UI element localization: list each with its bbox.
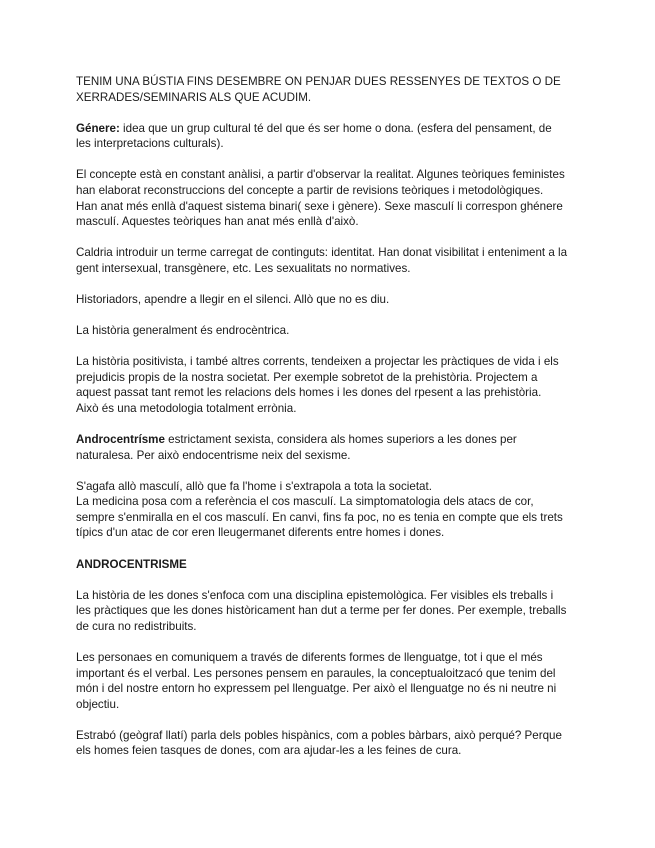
text-line	[76, 121, 581, 137]
text-line: La història generalment és endrocèntrica.	[76, 324, 290, 338]
text-line: aquest passat tant remot les relacions dels homes i les dones del rpesent a las prehistòria.	[76, 386, 542, 400]
text-line: Estrabó (geògraf llatí) parla dels pobles hispànics, com a pobles bàrbars, això perqué? Perque	[76, 728, 562, 742]
section-heading	[76, 557, 581, 573]
text-line: gent intersexual, transgènere, etc. Les sexualitats no normatives.	[76, 261, 411, 275]
text-line: La història de les dones s'enfoca com una disciplina epistemològica. Fer visibles els treballs i	[76, 588, 554, 602]
text-line	[76, 432, 581, 448]
history-androcentric-paragraph	[76, 323, 581, 339]
genere-definition-paragraph	[76, 121, 581, 152]
text-line: han elaborat reconstruccions del concepte a partir de revisions teòriques i metodològiques.	[76, 183, 544, 197]
text-line: de cura no redistribuits.	[76, 619, 197, 633]
document-page	[76, 74, 581, 775]
text-line: Han anat més enllà d'aquest sistema binari( sexe i gènere). Sexe masculí li correspon ghénere	[76, 199, 563, 213]
notice-paragraph	[76, 74, 581, 105]
text-line: TENIM UNA BÚSTIA FINS DESEMBRE ON PENJAR DUES RESSENYES DE TEXTOS O DE	[76, 75, 561, 88]
text-line: les interpretacions culturals).	[76, 137, 224, 151]
text-line: els homes feien tasques de dones, com ara ajudar-les a les feines de cura.	[76, 744, 462, 758]
text-line: Historiadors, apendre a llegir en el silenci. Allò que no es diu.	[76, 292, 390, 306]
text-line: masculí. Aquestes teòriques han anat més enllà d'això.	[76, 215, 359, 229]
text-line: les pràctiques que les dones històricament han dut a terme per fer dones. Per exemple, treballs	[76, 604, 567, 618]
text-line: S'agafa allò masculí, allò que fa l'home i s'extrapola a tota la societat.	[76, 479, 432, 493]
term-androcentrisme: Androcentrísme	[76, 433, 165, 446]
text-line: objectiu.	[76, 697, 120, 711]
text-line: Caldria introduir un terme carregat de continguts: identitat. Han donat visibilitat i enteniment a la	[76, 246, 568, 260]
historians-paragraph	[76, 292, 581, 308]
identity-paragraph	[76, 245, 581, 276]
definition-text: idea que un grup cultural té del que és ser home o dona. (esfera del pensament, de	[119, 121, 552, 135]
positivist-history-paragraph	[76, 354, 581, 416]
medicine-paragraph	[76, 479, 581, 541]
text-line: prejudicis propis de la nostra societat. Per exemple sobretot de la prehistòria. Projectem a	[76, 370, 538, 384]
text-line: típics d'un atac de cor eren lleugermanet diferents entre homes i dones.	[76, 526, 445, 540]
text-line: sempre s'enmiralla en el cos masculí. En canvi, fins fa poc, no es tenia en compte que els trets	[76, 510, 563, 524]
definition-text: estrictament sexista, considera als homes superiors a les dones per	[164, 433, 517, 446]
term-genere: Génere:	[76, 121, 120, 135]
text-line: El concepte està en constant anàlisi, a partir d'observar la realitat. Algunes teòriques feministes	[76, 168, 565, 182]
strabo-paragraph	[76, 728, 581, 759]
text-line: Les personaes en comuniquem a través de diferents formes de llenguatge, tot i que el més	[76, 650, 543, 664]
text-line: Això és una metodologia totalment errònia.	[76, 401, 297, 415]
text-line: naturalesa. Per això endocentrisme neix del sexisme.	[76, 448, 351, 462]
language-paragraph	[76, 650, 581, 712]
text-line: XERRADES/SEMINARIS ALS QUE ACUDIM.	[76, 90, 312, 104]
text-line: La història positivista, i també altres corrents, tendeixen a projectar les pràctiques de vida i els	[76, 355, 559, 369]
androcentrism-definition-paragraph	[76, 432, 581, 463]
text-line: important és el verbal. Les persones pensem en paraules, la conceptualoitzacó que tenim del	[76, 666, 556, 680]
text-line: La medicina posa com a referència el cos masculí. La simptomatologia dels atacs de cor,	[76, 495, 534, 509]
concept-paragraph	[76, 167, 581, 229]
text-line: món i del nostre entorn ho expressem pel llenguatge. Per això el llenguatge no és ni neutre ni	[76, 682, 557, 696]
womens-history-paragraph	[76, 588, 581, 635]
heading-androcentrisme: ANDROCENTRISME	[76, 557, 187, 571]
